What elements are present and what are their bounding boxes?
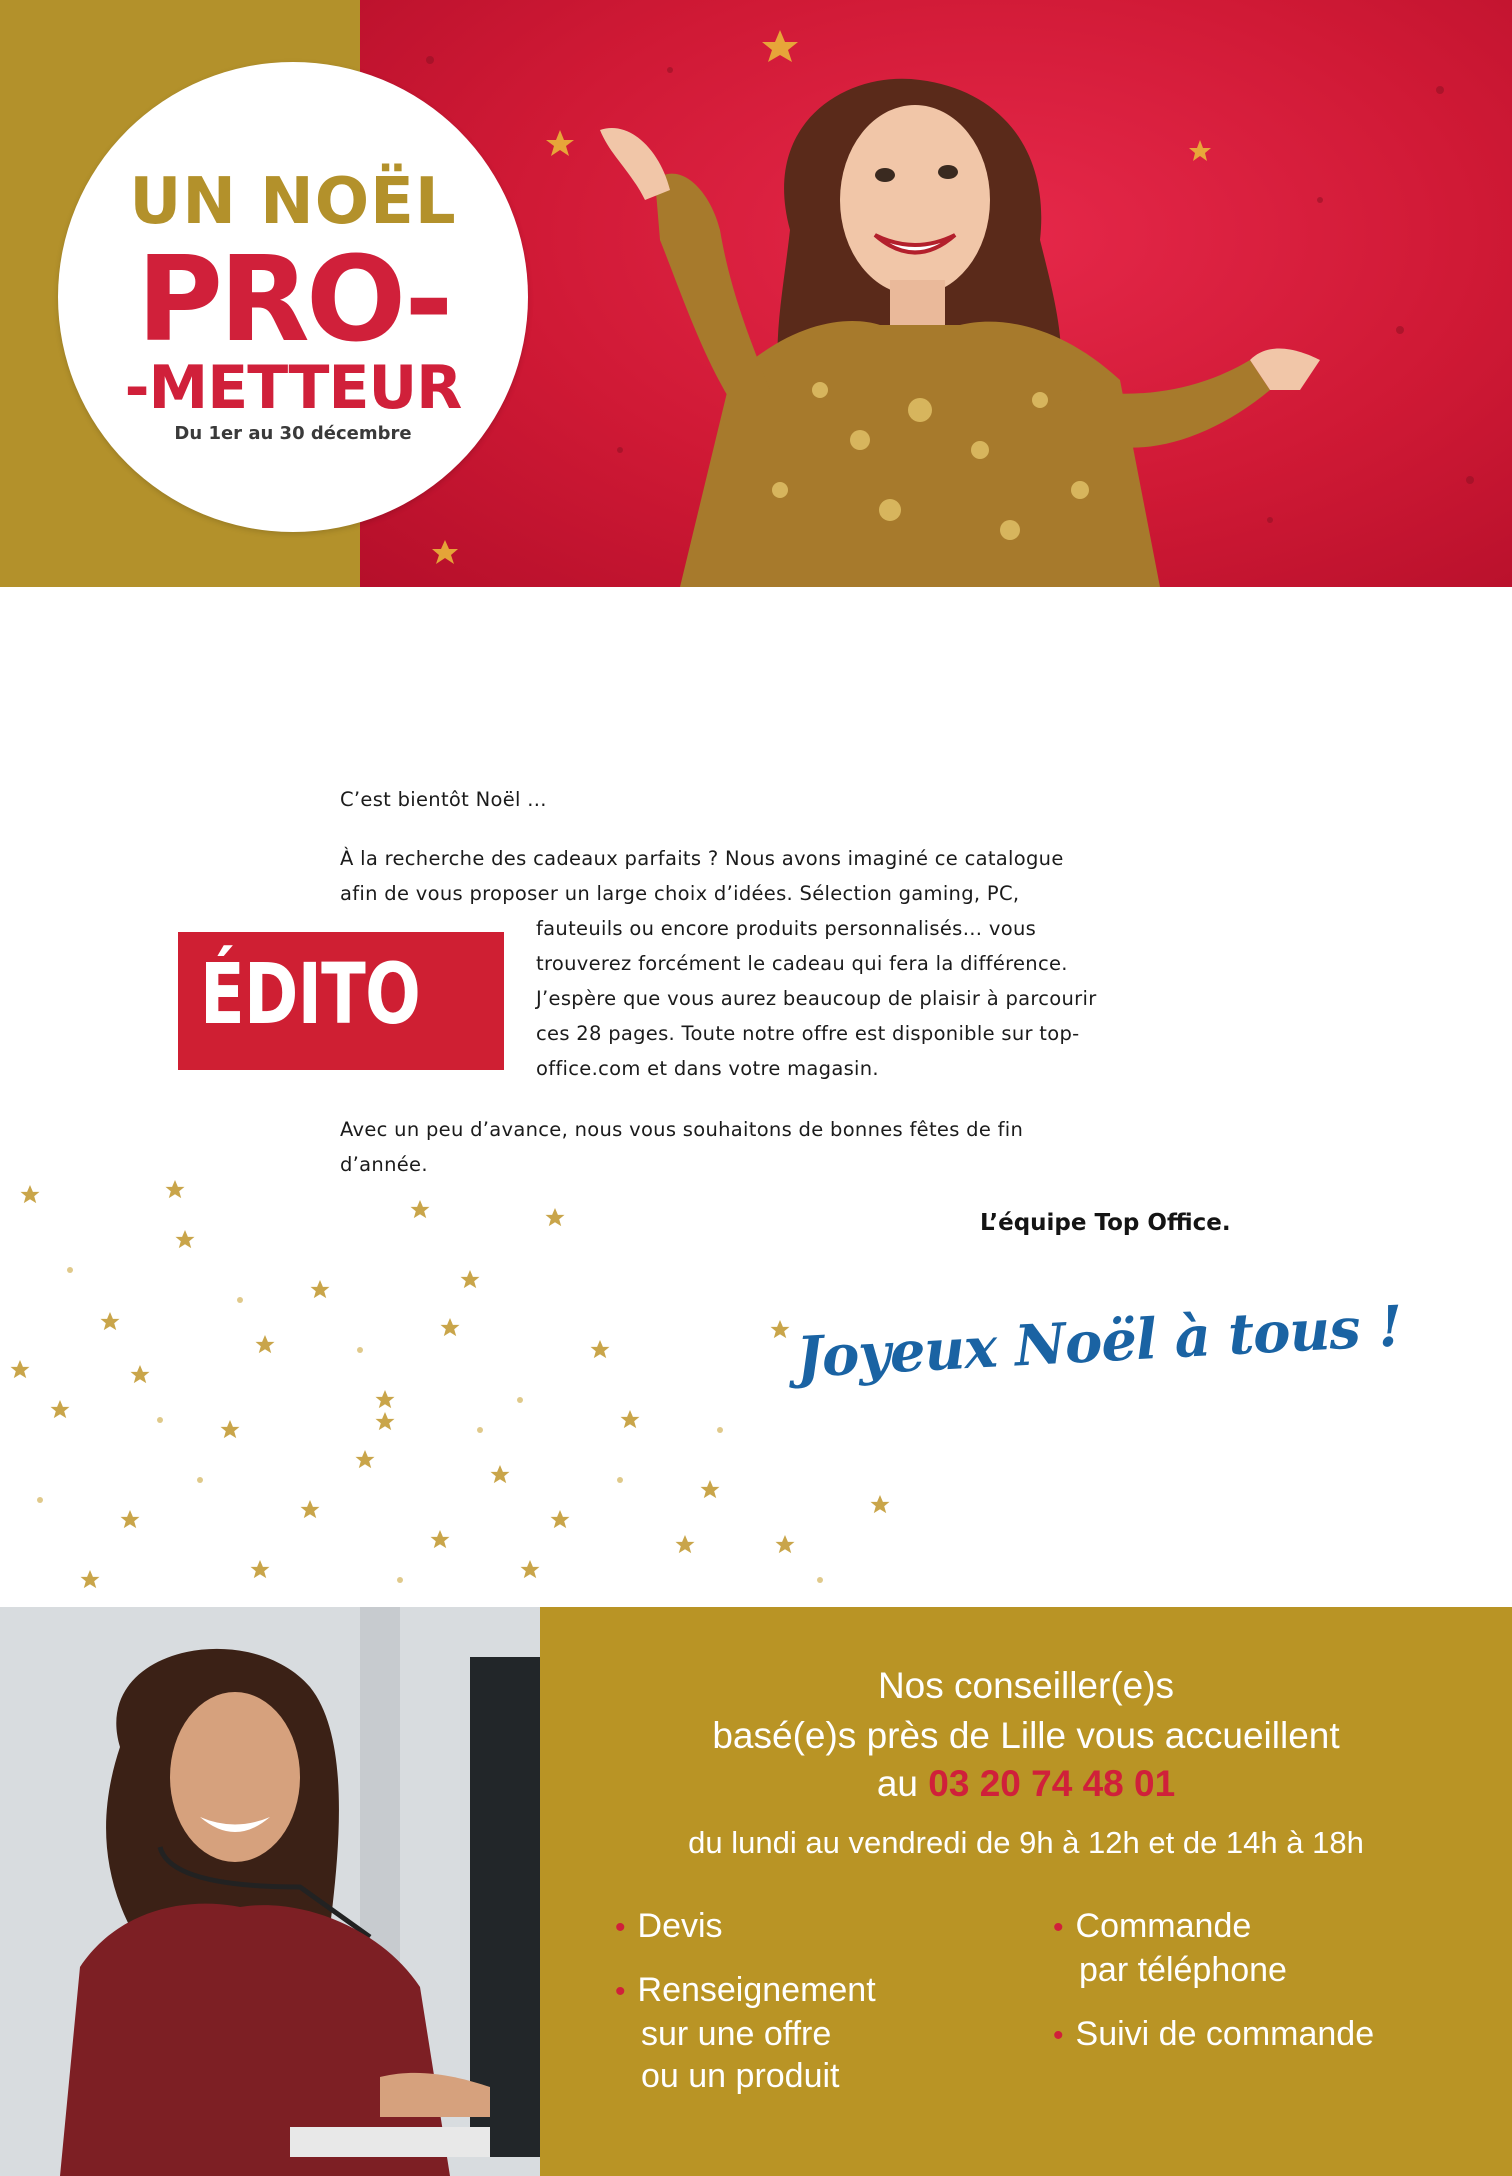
advisor-illustration	[0, 1607, 540, 2176]
edito-signature: L’équipe Top Office.	[980, 1210, 1231, 1236]
service-item: • Commande par téléphone	[1053, 1907, 1287, 1989]
bullet-dot-icon: •	[615, 1975, 626, 2008]
badge-title-line3: -METTEUR	[124, 353, 462, 423]
woman-celebrating-illustration	[560, 60, 1320, 587]
contact-section	[0, 1607, 1512, 2176]
edito-p2-line2: d’année.	[340, 1153, 428, 1176]
christmas-wish: Joyeux Noël à tous !	[794, 1293, 1404, 1391]
edito-p1-line7: office.com et dans votre magasin.	[536, 1057, 879, 1080]
badge-title-line1: UN NOËL	[129, 165, 457, 239]
edito-p1-line6: ces 28 pages. Toute notre offre est disponible sur top-	[536, 1022, 1080, 1045]
service-item: • Renseignement sur une offre ou un produit	[615, 1971, 876, 2095]
edito-p1-line2: afin de vous proposer un large choix d’idées. Sélection gaming, PC,	[340, 882, 1020, 905]
edito-p1-line5: J’espère que vous aurez beaucoup de plaisir à parcourir	[536, 987, 1097, 1010]
edito-p1-line4: trouverez forcément le cadeau qui fera la différence.	[536, 952, 1068, 975]
hero-banner	[0, 0, 1512, 587]
advisor-photo	[0, 1607, 540, 2176]
edito-p2-line1: Avec un peu d’avance, nous vous souhaitons de bonnes fêtes de fin	[340, 1118, 1024, 1141]
bullet-dot-icon: •	[1053, 1911, 1064, 1944]
promo-badge	[58, 62, 528, 532]
contact-au: au	[876, 1763, 918, 1804]
phone-number[interactable]: 03 20 74 48 01	[928, 1763, 1176, 1804]
edito-label: ÉDITO	[178, 932, 504, 1070]
badge-dates: Du 1er au 30 décembre	[174, 423, 412, 444]
contact-line3	[540, 1763, 1512, 1805]
contact-panel	[540, 1607, 1512, 2176]
edito-p1-line3: fauteuils ou encore produits personnalisés… vous	[536, 917, 1037, 940]
edito-p1-line1: À la recherche des cadeaux parfaits ? Nous avons imaginé ce catalogue	[340, 847, 1064, 870]
opening-hours: du lundi au vendredi de 9h à 12h et de 14h à 18h	[688, 1825, 1364, 1860]
edito-intro: C’est bientôt Noël ...	[340, 788, 547, 811]
contact-line1: Nos conseiller(e)s	[877, 1665, 1175, 1706]
bullet-dot-icon: •	[1053, 2019, 1064, 2052]
badge-title-line2: PRO-	[136, 230, 450, 368]
bullet-dot-icon: •	[615, 1911, 626, 1944]
service-item: • Devis	[615, 1907, 723, 1945]
service-item: • Suivi de commande	[1053, 2015, 1375, 2053]
gold-stars-decoration	[0, 1100, 950, 1600]
contact-line2: basé(e)s près de Lille vous accueillent	[712, 1715, 1340, 1756]
